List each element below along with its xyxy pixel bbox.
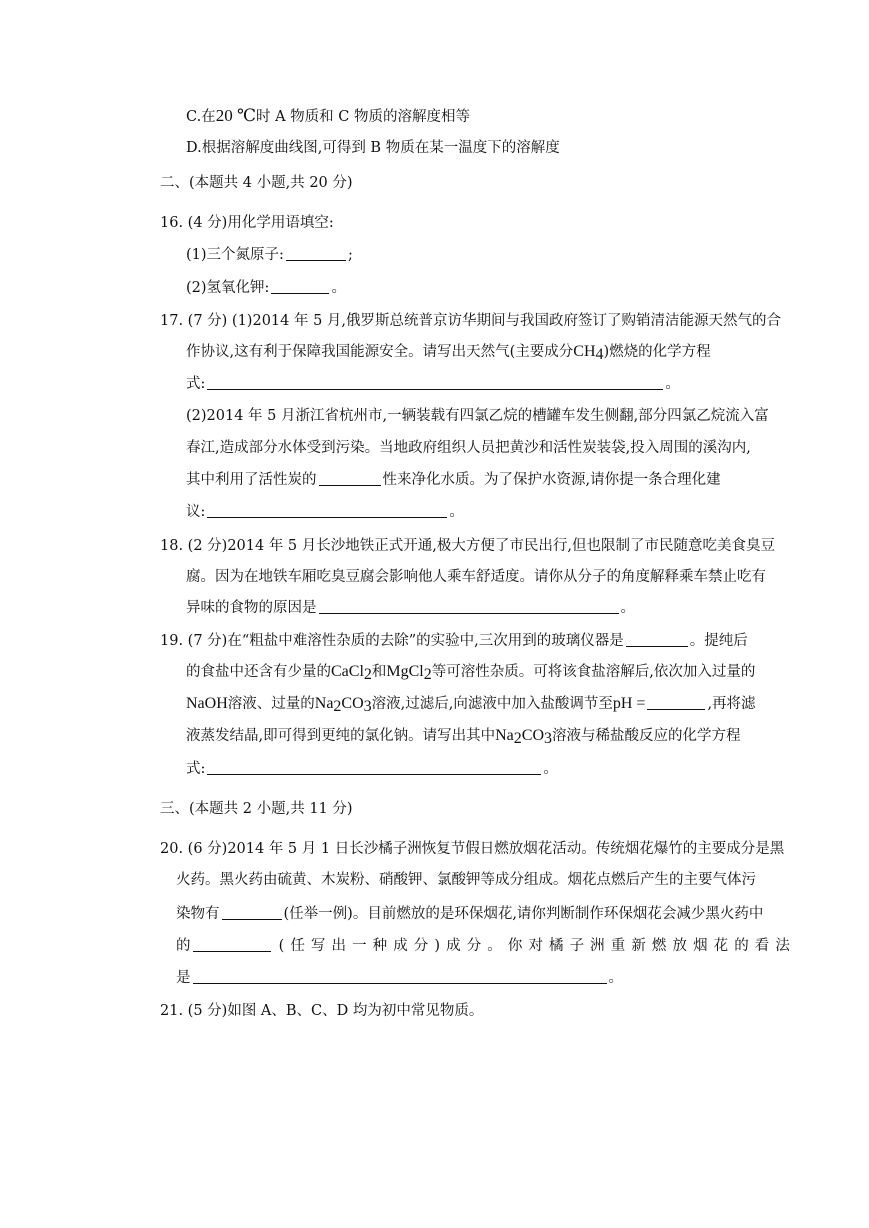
q20-line-4-lead xyxy=(176,936,273,956)
q15-option-c-temperature: 20 ℃ xyxy=(215,106,256,125)
q20-line-1 xyxy=(160,839,784,859)
q17-line-1 xyxy=(160,311,781,331)
q16-stem-text: 16. (4 分)用化学用语填空: xyxy=(160,215,334,231)
q19-formula-na-2-subscript: 2 xyxy=(513,730,522,747)
q20-line-4-char: 洲 xyxy=(590,938,605,954)
q19-line-3-text-b: 溶液,过滤后,向滤液中加入盐酸调节至 xyxy=(371,696,613,712)
q20-line-3 xyxy=(176,904,763,924)
q17-equation-answer-blank[interactable] xyxy=(207,374,663,390)
q16-part-1-answer-blank[interactable] xyxy=(286,245,346,261)
q19-formula-co: CO xyxy=(341,695,364,712)
q19-line-3-text-a: 溶液、过量的 xyxy=(227,696,315,712)
q21-stem xyxy=(160,1001,483,1021)
q19-line-1-text-a: 19. (7 分)在“粗盐中难溶性杂质的去除”的实验中,三次用到的玻璃仪器是 xyxy=(160,633,624,649)
q20-line-4-char: 成 xyxy=(446,938,461,954)
q20-line-4-char: 法 xyxy=(775,938,790,954)
q17-line-2-text-a: 作协议,这有利于保障我国能源安全。请写出天然气(主要成分 xyxy=(186,344,574,360)
section-2-title xyxy=(160,173,353,193)
q19-formula-na-subscript: 2 xyxy=(333,698,342,715)
q19-line-2-text-b: 等可溶性杂质。可将该食盐溶解后,依次加入过量的 xyxy=(431,664,756,680)
q20-line-4-char: 一 xyxy=(352,938,367,954)
q18-line-1-text: 18. (2 分)2014 年 5 月长沙地铁正式开通,极大方便了市民出行,但也限制了市民随意吃美食臭豆 xyxy=(160,538,775,554)
q19-formula-mgcl-subscript: 2 xyxy=(423,666,432,683)
q20-line-4-char: 橘 xyxy=(549,938,564,954)
q20-line-5-text: 是 xyxy=(176,970,191,986)
q19-ph-label: pH = xyxy=(612,695,646,712)
q15-option-c xyxy=(186,106,470,127)
q19-line-2-and: 和 xyxy=(371,664,387,680)
q18-line-3-end: 。 xyxy=(620,600,635,616)
q17-line-7-text: 议: xyxy=(186,504,206,520)
q17-line-6-text-b: 性来净化水质。为了保护水资源,请你提一条合理化建 xyxy=(382,472,721,488)
q20-line-4-char: 的 xyxy=(734,938,749,954)
q20-line-4 xyxy=(176,936,790,956)
q20-line-4-char: ) xyxy=(434,938,441,954)
q20-line-4-char: 分 xyxy=(466,938,482,954)
q15-option-d-text: D.根据溶解度曲线图,可得到 B 物质在某一温度下的溶解度 xyxy=(186,140,560,156)
q17-formula-ch: CH xyxy=(573,343,596,360)
q17-line-3-end: 。 xyxy=(665,376,680,392)
q19-formula-co-2: CO xyxy=(521,727,544,744)
q20-line-3-text-b: (任举一例)。目前燃放的是环保烟花,请你判断制作环保烟花会减少黑火药中 xyxy=(283,906,764,922)
q19-formula-cacl-subscript: 2 xyxy=(363,666,372,683)
q20-opinion-answer-blank[interactable] xyxy=(193,968,607,984)
q20-line-4-char: 。 xyxy=(487,938,502,954)
q20-line-4-char: 种 xyxy=(372,938,388,954)
q18-line-2-text: 腐。因为在地铁车厢吃臭豆腐会影响他人乘车舒适度。请你从分子的角度解释乘车禁止吃有 xyxy=(186,569,766,585)
q17-line-5-text: 春江,造成部分水体受到污染。当地政府组织人员把黄沙和活性炭装袋,投入周围的溪沟内, xyxy=(186,440,751,456)
q18-line-1 xyxy=(160,536,775,556)
q19-equation-answer-blank[interactable] xyxy=(207,759,541,775)
q20-line-4-char: 烟 xyxy=(693,938,708,954)
q20-line-4-char: 任 xyxy=(290,938,305,954)
q19-line-4-text-b: 溶液与稀盐酸反应的化学方程 xyxy=(552,728,741,744)
q20-line-4-char: 成 xyxy=(393,938,408,954)
q19-line-3-text-c: ,再将滤 xyxy=(707,696,756,712)
q19-formula-na: Na xyxy=(314,695,334,712)
q17-line-3 xyxy=(186,374,680,394)
q20-pollutant-answer-blank[interactable] xyxy=(222,904,282,920)
q20-component-answer-blank[interactable] xyxy=(193,936,271,952)
q20-line-4-text-a: 的 xyxy=(176,938,191,954)
q19-line-3 xyxy=(186,694,756,714)
q16-part-2-end: 。 xyxy=(331,280,346,296)
q21-stem-text: 21. (5 分)如图 A、B、C、D 均为初中常见物质。 xyxy=(160,1003,484,1019)
q19-formula-co-2-subscript: 3 xyxy=(544,730,552,747)
q20-line-4-char: 燃 xyxy=(651,938,667,954)
q17-line-5 xyxy=(186,438,751,458)
q19-formula-na-2: Na xyxy=(495,727,514,744)
q19-ph-answer-blank[interactable] xyxy=(647,694,705,710)
q20-line-3-text-a: 染物有 xyxy=(176,906,220,922)
q17-line-3-text: 式: xyxy=(186,376,206,392)
q19-formula-cacl: CaCl xyxy=(331,663,364,680)
q19-line-1 xyxy=(160,631,748,651)
q15-option-d xyxy=(186,138,560,158)
q17-line-4-text: (2)2014 年 5 月浙江省杭州市,一辆装载有四氯乙烷的槽罐车发生侧翻,部分四氯乙烷流入富 xyxy=(186,408,769,424)
q19-line-5 xyxy=(186,759,558,779)
q16-part-1-text: (1)三个氮原子: xyxy=(186,247,284,263)
q20-line-5 xyxy=(176,968,623,988)
q17-line-7 xyxy=(186,502,464,522)
q20-line-2 xyxy=(176,870,756,890)
q20-line-5-end: 。 xyxy=(608,970,623,986)
q18-line-2 xyxy=(186,567,766,587)
q17-line-2-text-b: )燃烧的化学方程 xyxy=(603,344,711,360)
q20-line-4-char: 你 xyxy=(507,938,523,954)
q17-line-7-end: 。 xyxy=(449,504,464,520)
q15-option-c-text-a: C.在 xyxy=(186,109,216,125)
q19-line-5-text: 式: xyxy=(186,761,206,777)
q17-activated-carbon-answer-blank[interactable] xyxy=(319,470,381,486)
q20-line-4-char: 花 xyxy=(713,938,729,954)
q16-part-2 xyxy=(186,278,346,298)
q15-option-c-text-b: 时 A 物质和 C 物质的溶解度相等 xyxy=(255,109,470,125)
q17-line-2 xyxy=(186,342,711,362)
q18-line-3 xyxy=(186,598,635,618)
q20-line-4-char: 看 xyxy=(754,938,770,954)
q16-stem xyxy=(160,213,334,233)
section-3-title xyxy=(160,799,353,819)
q19-formula-mgcl: MgCl xyxy=(386,663,424,680)
q16-part-2-answer-blank[interactable] xyxy=(271,278,329,294)
q19-formula-naoh: NaOH xyxy=(186,695,228,712)
q17-line-1-text: 17. (7 分) (1)2014 年 5 月,俄罗斯总统普京访华期间与我国政府签订了购销清洁能源天然气的合 xyxy=(160,313,782,329)
q19-line-4-text-a: 液蒸发结晶,即可得到更纯的氯化钠。请写出其中 xyxy=(186,728,496,744)
q20-line-4-char: 对 xyxy=(528,938,543,954)
q18-line-3-text: 异味的食物的原因是 xyxy=(186,600,317,616)
q20-line-4-char: 重 xyxy=(610,938,626,954)
q16-part-1 xyxy=(186,245,353,265)
q19-line-2 xyxy=(186,662,755,682)
q20-line-4-char: 分 xyxy=(413,938,429,954)
q19-formula-co-subscript: 3 xyxy=(363,698,372,715)
q20-line-4-char: ( xyxy=(278,938,285,954)
q17-line-6-text-a: 其中利用了活性炭的 xyxy=(186,472,317,488)
q19-line-5-end: 。 xyxy=(543,761,558,777)
q20-line-1-text: 20. (6 分)2014 年 5 月 1 日长沙橘子洲恢复节假日燃放烟花活动。传统烟花爆竹的主要成分是黑 xyxy=(160,841,785,857)
q16-part-2-text: (2)氢氧化钾: xyxy=(186,280,270,296)
q19-glass-instrument-answer-blank[interactable] xyxy=(626,631,688,647)
q19-line-1-text-b: 。提纯后 xyxy=(689,633,748,649)
q19-line-4 xyxy=(186,726,741,746)
q19-line-2-text-a: 的食盐中还含有少量的 xyxy=(186,664,331,680)
q17-line-4 xyxy=(186,406,769,426)
q20-line-4-char: 出 xyxy=(331,938,346,954)
q20-line-4-char: 新 xyxy=(631,938,646,954)
q20-line-2-text: 火药。黑火药由硫黄、木炭粉、硝酸钾、氯酸钾等成分组成。烟花点燃后产生的主要气体污 xyxy=(176,872,756,888)
q20-line-4-char: 放 xyxy=(672,938,687,954)
q17-suggestion-answer-blank[interactable] xyxy=(207,502,447,518)
q20-line-4-char: 子 xyxy=(569,938,585,954)
section-3-title-text: 三、(本题共 2 小题,共 11 分) xyxy=(160,801,353,817)
q17-line-6 xyxy=(186,470,721,490)
q17-formula-ch-subscript: 4 xyxy=(595,346,604,363)
q18-reason-answer-blank[interactable] xyxy=(319,598,619,614)
q20-line-4-char: 写 xyxy=(310,938,326,954)
section-2-title-text: 二、(本题共 4 小题,共 20 分) xyxy=(160,175,353,191)
q16-part-1-end: ; xyxy=(347,247,353,263)
